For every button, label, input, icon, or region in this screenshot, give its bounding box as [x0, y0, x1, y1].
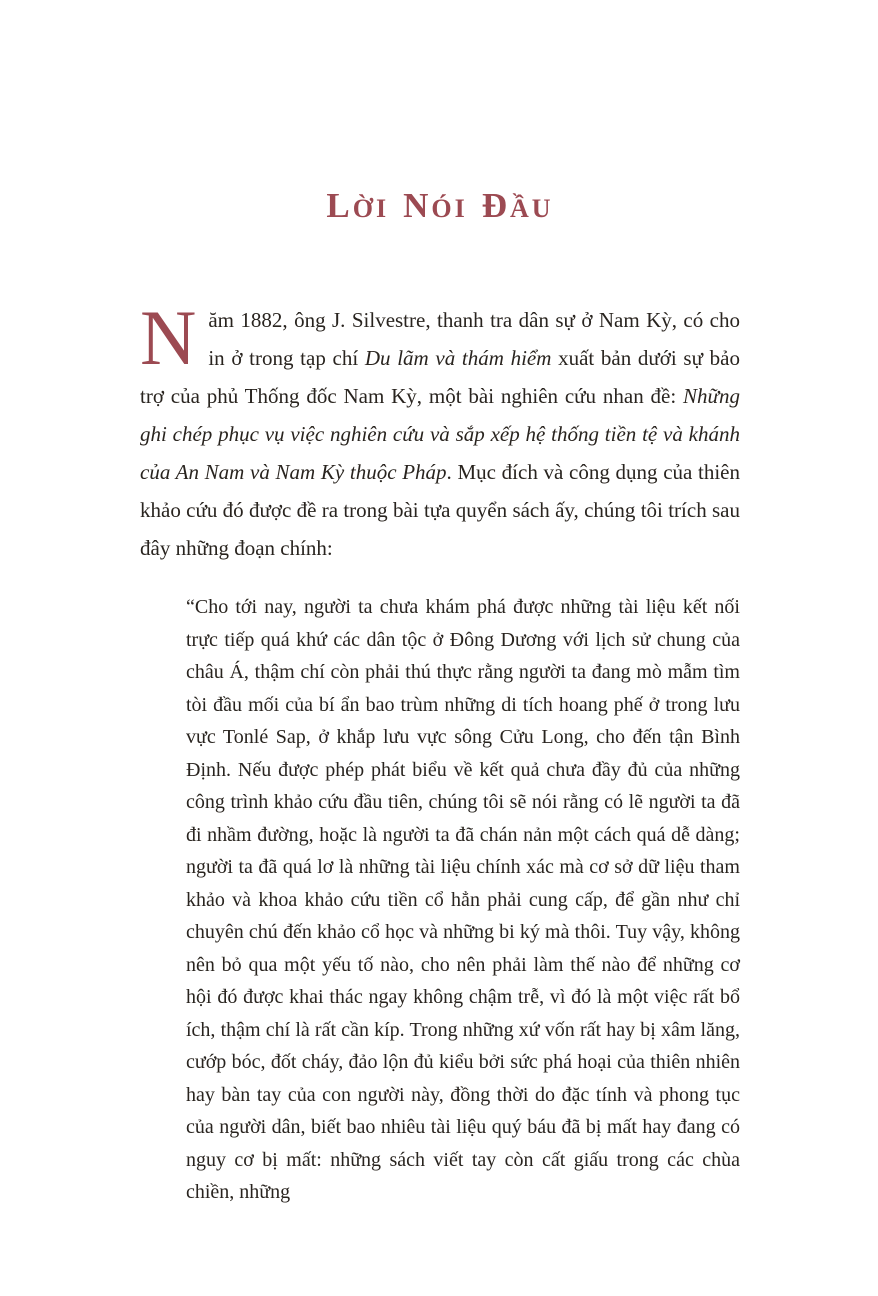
title-word: ĐẦU [481, 186, 554, 225]
intro-text-segment: ăm 1882, ông J. Silvestre, thanh tra dân sự ở Nam Kỳ, có cho in ở trong tạp chí [208, 308, 740, 370]
quote-text: “Cho tới nay, người ta chưa khám phá được những tài liệu kết nối trực tiếp quá khứ các dân tộc ở Đông Dương với lịch sử chung của châu Á, thậm chí còn phải thú thực rằng người ta đang mò mẫm tìm tòi đầu mối của bí ẩn bao trùm những di tích hoang phế ở trong lưu vực Tonlé Sap, ở khắp lưu vực sông Cửu Long, cho đến tận Bình Định. Nếu được phép phát biểu về kết quả chưa đầy đủ của những công trình khảo cứu đầu tiên, chúng tôi sẽ nói rằng có lẽ người ta đã đi nhầm đường, hoặc là người ta đã chán nản một cách quá dễ dàng; người ta đã quá lơ là những tài liệu chính xác mà cơ sở dữ liệu tham khảo và khoa khảo cứu tiền cổ hẳn phải cung cấp, để gần như chỉ chuyên chú đến khảo cổ học và những bi ký mà thôi. Tuy vậy, không nên bỏ qua một yếu tố nào, cho nên phải làm thế nào để những cơ hội đó được khai thác ngay không chậm trễ, vì đó là một việc rất bổ ích, thậm chí là rất cần kíp. Trong những xứ vốn rất hay bị xâm lăng, cướp bóc, đốt cháy, đảo lộn đủ kiểu bởi sức phá hoại của thiên nhiên hay bàn tay của con người này, đồng thời do đặc tính và phong tục của người dân, biết bao nhiêu tài liệu quý báu đã bị mất hay đang có nguy cơ bị mất: những sách viết tay còn cất giấu trong các chùa chiền, những [186, 596, 740, 1203]
intro-text-segment: xuất bản dưới sự bảo trợ của phủ Thống đốc Nam Kỳ, một bài nghiên cứu nhan đề: [140, 346, 740, 408]
intro-italic-segment: Du lãm và thám hiểm [364, 346, 552, 370]
intro-paragraph [140, 294, 741, 567]
drop-cap: N [140, 294, 197, 381]
title-word: LỜI [326, 186, 390, 225]
intro-text-segment: . Mục đích và công dụng của thiên khảo cứu đó được đề ra trong bài tựa quyển sách ấy, chúng tôi trích sau đây những đoạn chính: [140, 460, 741, 560]
page-title [140, 186, 740, 229]
quote-paragraph [186, 591, 740, 1209]
intro-italic-segment: Những ghi chép phục vụ việc nghiên cứu và sắp xếp hệ thống tiền tệ và khánh của An Nam và Nam Kỳ thuộc Pháp [140, 384, 740, 484]
title-word: NÓI [403, 186, 468, 225]
intro-paragraph-text [140, 308, 740, 560]
